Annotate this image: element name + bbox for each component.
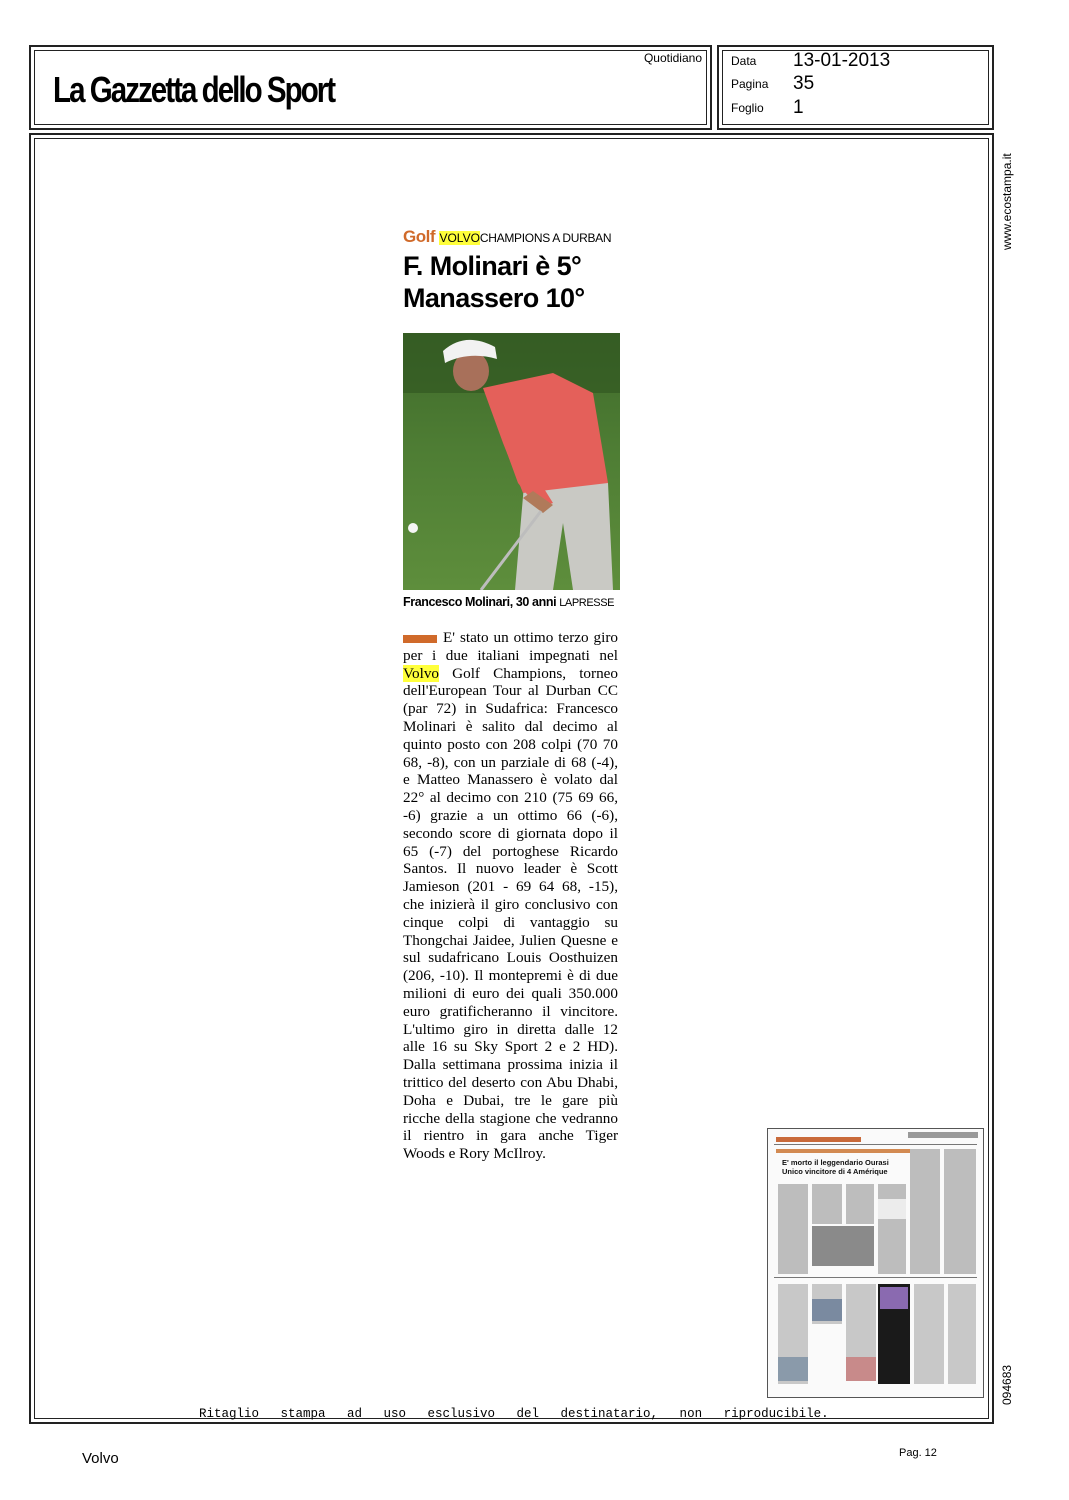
source-page-thumbnail [767, 1128, 984, 1398]
kicker-text: CHAMPIONS A DURBAN [479, 231, 612, 245]
page-number: Pag. 12 [899, 1447, 937, 1459]
article-kicker [403, 227, 611, 247]
sport-tag: Golf [403, 227, 435, 246]
golfer-photo [403, 333, 620, 590]
meta-box [717, 45, 994, 130]
source-url: www.ecostampa.it [1000, 153, 1014, 250]
thumb-headline-2: Unico vincitore di 4 Amérique [782, 1167, 888, 1176]
headline-line-2: Manassero 10° [403, 283, 585, 313]
golfer-illustration [403, 333, 620, 590]
sheet-label: Foglio [731, 101, 764, 115]
masthead-box [29, 45, 712, 130]
date-value: 13-01-2013 [793, 50, 891, 71]
photo-credit: LAPRESSE [559, 597, 615, 609]
clipping-code: 094683 [1000, 1364, 1014, 1405]
sheet-value: 1 [793, 97, 804, 118]
lead-bar [403, 635, 437, 643]
caption-text: Francesco Molinari, 30 anni [403, 595, 557, 609]
headline-line-1: F. Molinari è 5° [403, 251, 582, 281]
page-value: 35 [793, 73, 815, 94]
highlighted-keyword: VOLVO [439, 231, 480, 245]
page-label: Pagina [731, 77, 769, 91]
newspaper-logo: La Gazzetta dello Sport [53, 69, 335, 110]
thumbnail-layout [768, 1129, 983, 1397]
keyword-label: Volvo [82, 1450, 119, 1467]
thumb-headline-1: E' morto il leggendario Ourasi [782, 1158, 889, 1167]
article-headline [403, 250, 663, 314]
body-highlight: Volvo [403, 664, 440, 682]
reproduction-notice: Ritaglio stampa ad uso esclusivo del destinatario, non riproducibile. [199, 1407, 829, 1421]
date-label: Data [731, 54, 757, 68]
body-after: Golf Champions, torneo dell'European Tour al Durban CC (par 72) in Sudafrica: Francesco Molinari è salito dal decimo al quinto posto con 208 colpi (70 70 68, -8), con un parziale di 68 (-4), e Matteo Manassero è volato dal 22° al decimo con 210 (75 69 66, -6) grazie a un ottimo 66 (-6), secondo score di giornata dopo il 65 (-7) del portoghese Ricardo Santos. Il nuovo leader è Scott Jamieson (201 - 69 64 68, -15), che inizierà il giro conclusivo con cinque colpi di vantaggio su Thongchai Jaidee, Julien Quesne e sul sudafricano Louis Oosthuizen (206, -10). Il montepremi è di due milioni di euro dei quali 350.000 euro gratificheranno il vincitore. L'ultimo giro in diretta dalle 12 alle 16 su Sky Sport 2 e 2 HD). Dalla settimana prossima inizia il trittico del deserto con Abu Dhabi, Doha e Dubai, tre le gare più ricche della stagione che vedranno il rientro in gara anche Tiger Woods e Rory McIlroy. [403, 664, 619, 1163]
article-body [403, 629, 618, 1163]
periodicity-label: Quotidiano [643, 51, 702, 65]
photo-caption [403, 595, 614, 609]
body-before: E' stato un ottimo terzo giro per i due italiani impegnati nel [403, 629, 618, 664]
